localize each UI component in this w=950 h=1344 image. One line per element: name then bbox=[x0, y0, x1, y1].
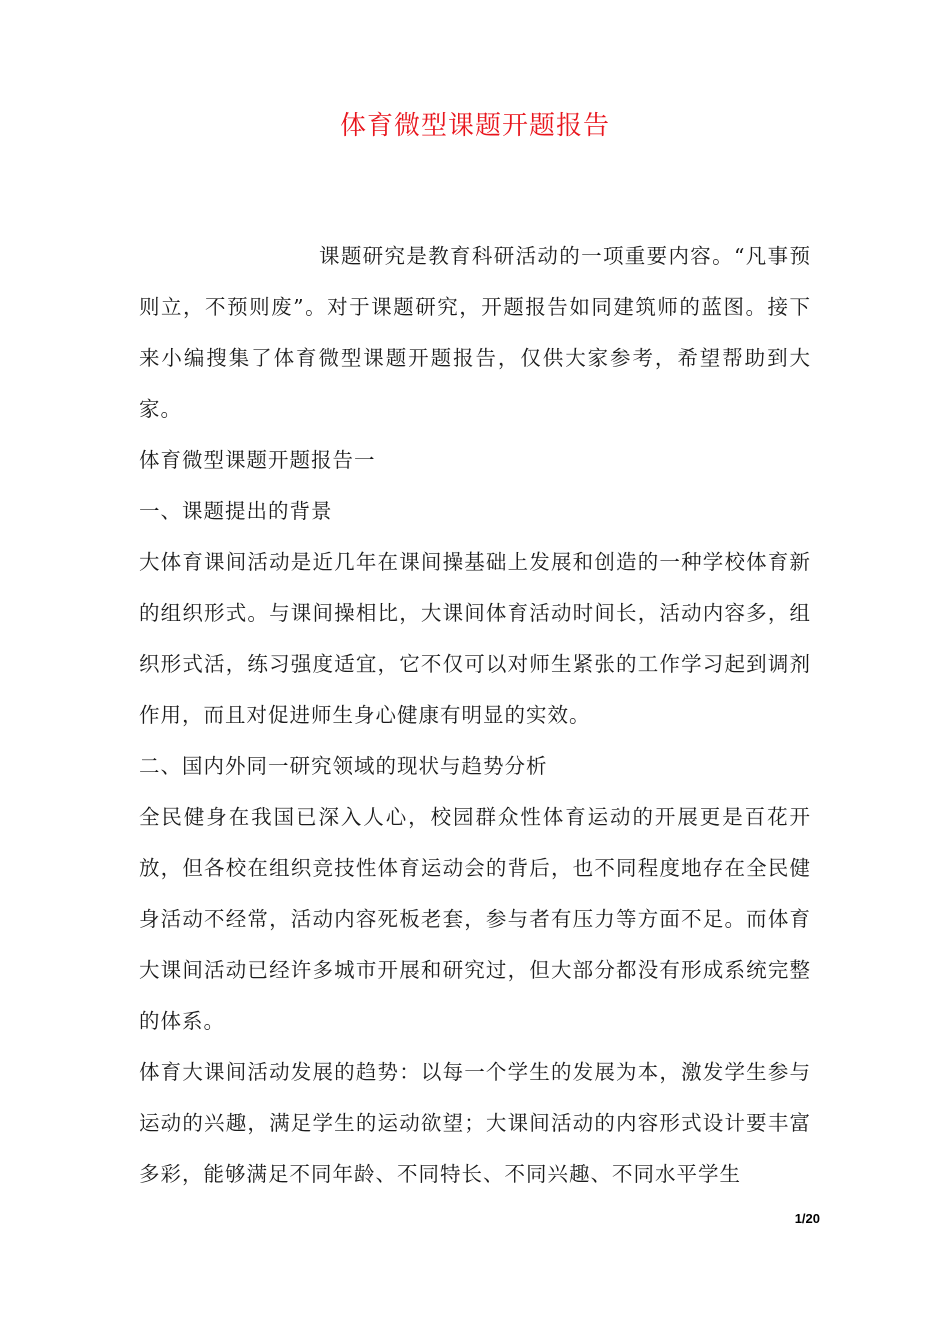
page-number: 1/20 bbox=[794, 1211, 820, 1226]
section-heading-background: 一、课题提出的背景 bbox=[139, 499, 333, 523]
document-title: 体育微型课题开题报告 bbox=[339, 111, 610, 141]
section-heading-status: 二、国内外同一研究领域的现状与趋势分析 bbox=[139, 754, 548, 778]
intro-paragraph: 课题研究是教育科研活动的一项重要内容。“凡事预则立，不预则废”。对于课题研究，开题报告如同建筑师的蓝图。接下来小编搜集了体育微型课题开题报告，仅供大家参考，希望帮助到大家。 bbox=[139, 244, 811, 421]
report-heading: 体育微型课题开题报告一 bbox=[139, 448, 376, 472]
document-body bbox=[139, 231, 811, 1200]
paragraph-status: 全民健身在我国已深入人心，校园群众性体育运动的开展更是百花开放，但各校在组织竞技性体育运动会的背后，也不同程度地存在全民健身活动不经常，活动内容死板老套，参与者有压力等方面不足。而体育大课间活动已经许多城市开展和研究过，但大部分都没有形成系统完整的体系。 bbox=[139, 805, 811, 1033]
paragraph-trend: 体育大课间活动发展的趋势：以每一个学生的发展为本，激发学生参与运动的兴趣，满足学生的运动欲望；大课间活动的内容形式设计要丰富多彩，能够满足不同年龄、不同特长、不同兴趣、不同水平学生 bbox=[139, 1060, 811, 1186]
paragraph-background: 大体育课间活动是近几年在课间操基础上发展和创造的一种学校体育新的组织形式。与课间操相比，大课间体育活动时间长，活动内容多，组织形式活，练习强度适宜，它不仅可以对师生紧张的工作学习起到调剂作用，而且对促进师生身心健康有明显的实效。 bbox=[139, 550, 811, 727]
